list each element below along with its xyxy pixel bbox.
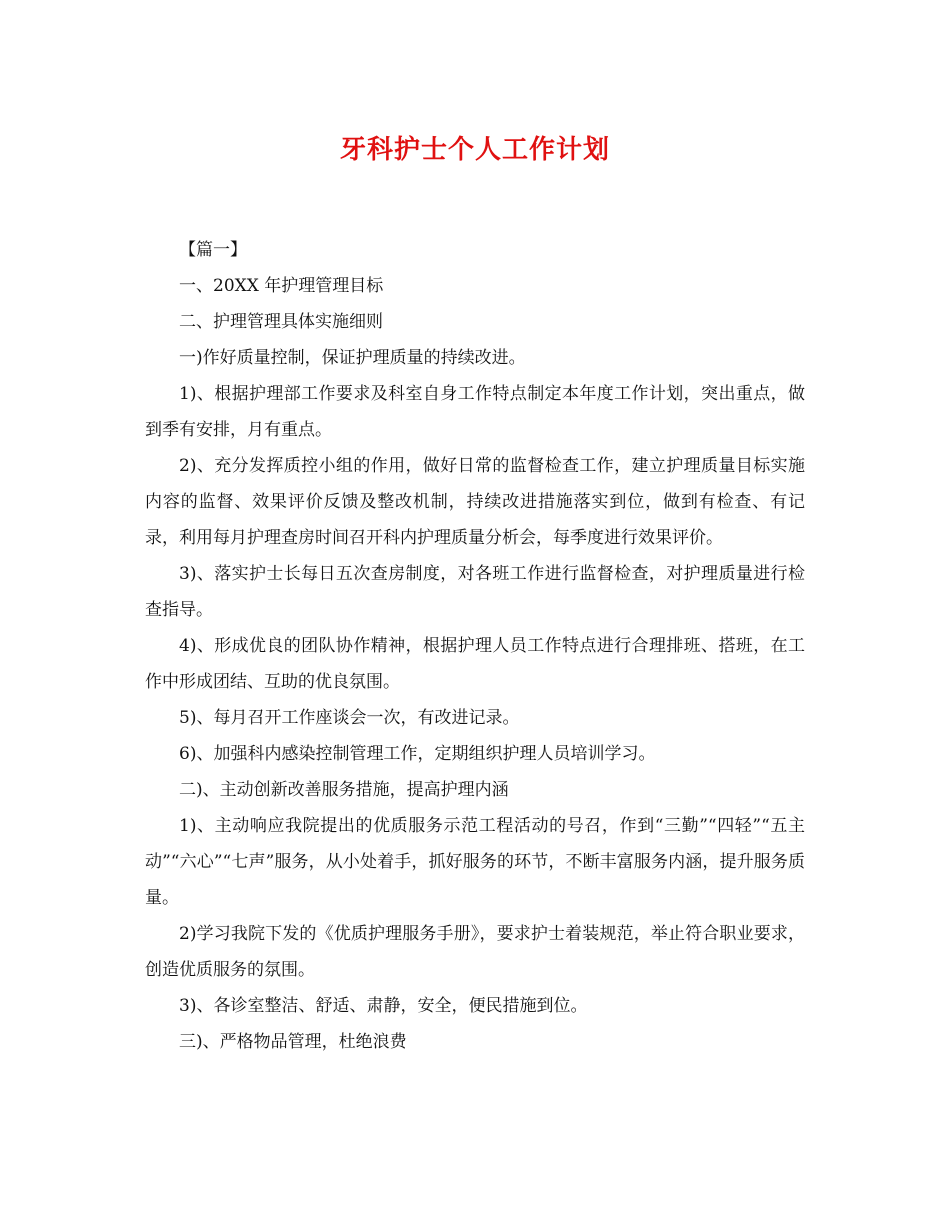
paragraph: 3)、各诊室整洁、舒适、肃静，安全，便民措施到位。 (179, 996, 588, 1016)
paragraph: 一、20XX 年护理管理目标 (179, 276, 384, 296)
paragraph: 二、护理管理具体实施细则 (179, 312, 383, 332)
paragraph: 3)、落实护士长每日五次查房制度，对各班工作进行监督检查，对护理质量进行检查指导。 (145, 564, 805, 620)
paragraph: 1)、主动响应我院提出的优质服务示范工程活动的号召，作到“三勤”“四轻”“五主动”“六心”“七声”服务，从小处着手，抓好服务的环节，不断丰富服务内涵，提升服务质量。 (145, 816, 805, 908)
paragraph: 2)、充分发挥质控小组的作用，做好日常的监督检查工作，建立护理质量目标实施内容的监督、效果评价反馈及整改机制，持续改进措施落实到位，做到有检查、有记录，利用每月护理查房时间召开科内护理质量分析会，每季度进行效果评价。 (145, 456, 805, 548)
document-title: 牙科护士个人工作计划 (339, 135, 610, 165)
paragraph: 6)、加强科内感染控制管理工作，定期组织护理人员培训学习。 (179, 744, 656, 764)
paragraph: 4)、形成优良的团队协作精神，根据护理人员工作特点进行合理排班、搭班，在工作中形成团结、互助的优良氛围。 (145, 636, 805, 692)
document-body (145, 232, 805, 1060)
document-page (145, 130, 805, 1060)
paragraph: 三)、严格物品管理，杜绝浪费 (179, 1032, 407, 1052)
paragraph: 一)作好质量控制，保证护理质量的持续改进。 (179, 348, 526, 368)
paragraph: 1)、根据护理部工作要求及科室自身工作特点制定本年度工作计划，突出重点，做到季有安排，月有重点。 (145, 384, 805, 440)
paragraph: 5)、每月召开工作座谈会一次，有改进记录。 (179, 708, 520, 728)
paragraph: 【篇一】 (179, 240, 247, 260)
paragraph: 2)学习我院下发的《优质护理服务手册》，要求护士着装规范，举止符合职业要求，创造优质服务的氛围。 (145, 924, 805, 980)
paragraph: 二)、主动创新改善服务措施，提高护理内涵 (179, 780, 509, 800)
